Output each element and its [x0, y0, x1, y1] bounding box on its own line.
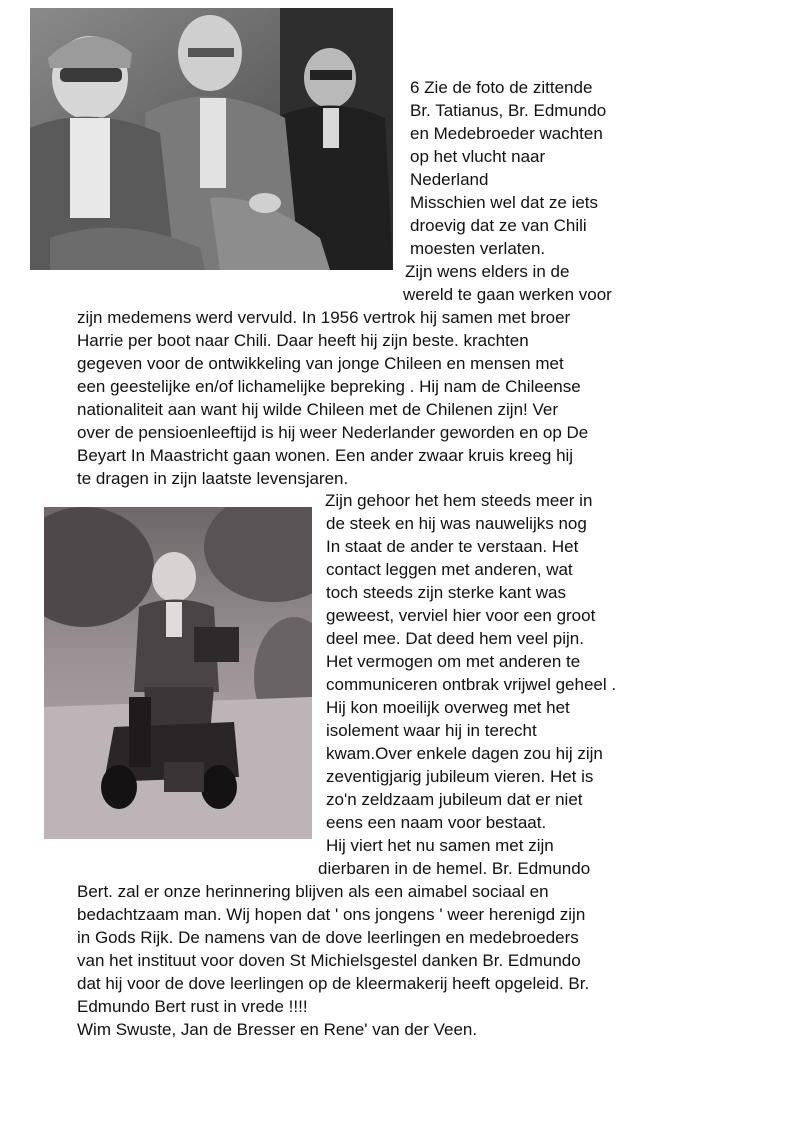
text-line: Harrie per boot naar Chili. Daar heeft hij zijn beste. krachten — [77, 331, 529, 350]
text-line: gegeven voor de ontwikkeling van jonge Chileen en mensen met — [77, 354, 564, 373]
text-line: dierbaren in de hemel. Br. Edmundo — [318, 859, 591, 878]
text-line: dat hij voor de dove leerlingen op de kleermakerij heeft opgeleid. Br. — [77, 974, 590, 993]
text-line: Hij viert het nu samen met zijn — [326, 836, 554, 855]
text-line: Zijn wens elders in de — [405, 262, 570, 281]
text-line: een geestelijke en/of lichamelijke bepreking . Hij nam de Chileense — [77, 377, 581, 396]
text-line: eens een naam voor bestaat. — [326, 813, 547, 832]
text-line: toch steeds zijn sterke kant was — [326, 583, 567, 602]
text-line: van het instituut voor doven St Michielsgestel danken Br. Edmundo — [77, 951, 581, 970]
text-line: 6 Zie de foto de zittende — [410, 78, 593, 97]
text-line: Hij kon moeilijk overweg met het — [326, 698, 570, 717]
text-line: zo'n zeldzaam jubileum dat er niet — [326, 790, 583, 809]
text-line: contact leggen met anderen, wat — [326, 560, 573, 579]
photo-three-brothers — [30, 8, 393, 270]
photo-mobility-scooter-image — [44, 507, 312, 839]
text-line: deel mee. Dat deed hem veel pijn. — [326, 629, 584, 648]
photo-mobility-scooter — [44, 507, 312, 839]
text-line: nationaliteit aan want hij wilde Chileen met de Chilenen zijn! Ver — [77, 400, 559, 419]
text-line: kwam.Over enkele dagen zou hij zijn — [326, 744, 603, 763]
photo-three-brothers-image — [30, 8, 393, 270]
text-line: en Medebroeder wachten — [410, 124, 603, 143]
text-line: zijn medemens werd vervuld. In 1956 vertrok hij samen met broer — [77, 308, 571, 327]
text-line: op het vlucht naar — [410, 147, 546, 166]
text-line: geweest, verviel hier voor een groot — [326, 606, 596, 625]
text-line: bedachtzaam man. Wij hopen dat ' ons jongens ' weer herenigd zijn — [77, 905, 586, 924]
text-line: Bert. zal er onze herinnering blijven als een aimabel sociaal en — [77, 882, 549, 901]
text-line: Nederland — [410, 170, 489, 189]
text-line: Edmundo Bert rust in vrede !!!! — [77, 997, 308, 1016]
text-line: Br. Tatianus, Br. Edmundo — [410, 101, 607, 120]
text-line: Zijn gehoor het hem steeds meer in — [325, 491, 593, 510]
text-line: communiceren ontbrak vrijwel geheel . — [326, 675, 617, 694]
signature-line: Wim Swuste, Jan de Bresser en Rene' van der Veen. — [77, 1020, 478, 1039]
text-line: moesten verlaten. — [410, 239, 546, 258]
text-line: de steek en hij was nauwelijks nog — [326, 514, 587, 533]
text-line: isolement waar hij in terecht — [326, 721, 537, 740]
text-line: wereld te gaan werken voor — [403, 285, 612, 304]
text-line: over de pensioenleeftijd is hij weer Nederlander geworden en op De — [77, 423, 589, 442]
text-line: In staat de ander te verstaan. Het — [326, 537, 579, 556]
text-line: Beyart In Maastricht gaan wonen. Een ander zwaar kruis kreeg hij — [77, 446, 574, 465]
text-line: te dragen in zijn laatste levensjaren. — [77, 469, 349, 488]
text-line: Het vermogen om met anderen te — [326, 652, 581, 671]
text-line: Misschien wel dat ze iets — [410, 193, 599, 212]
text-line: in Gods Rijk. De namens van de dove leerlingen en medebroeders — [77, 928, 579, 947]
text-line: zeventigjarig jubileum vieren. Het is — [326, 767, 594, 786]
text-line: droevig dat ze van Chili — [410, 216, 587, 235]
